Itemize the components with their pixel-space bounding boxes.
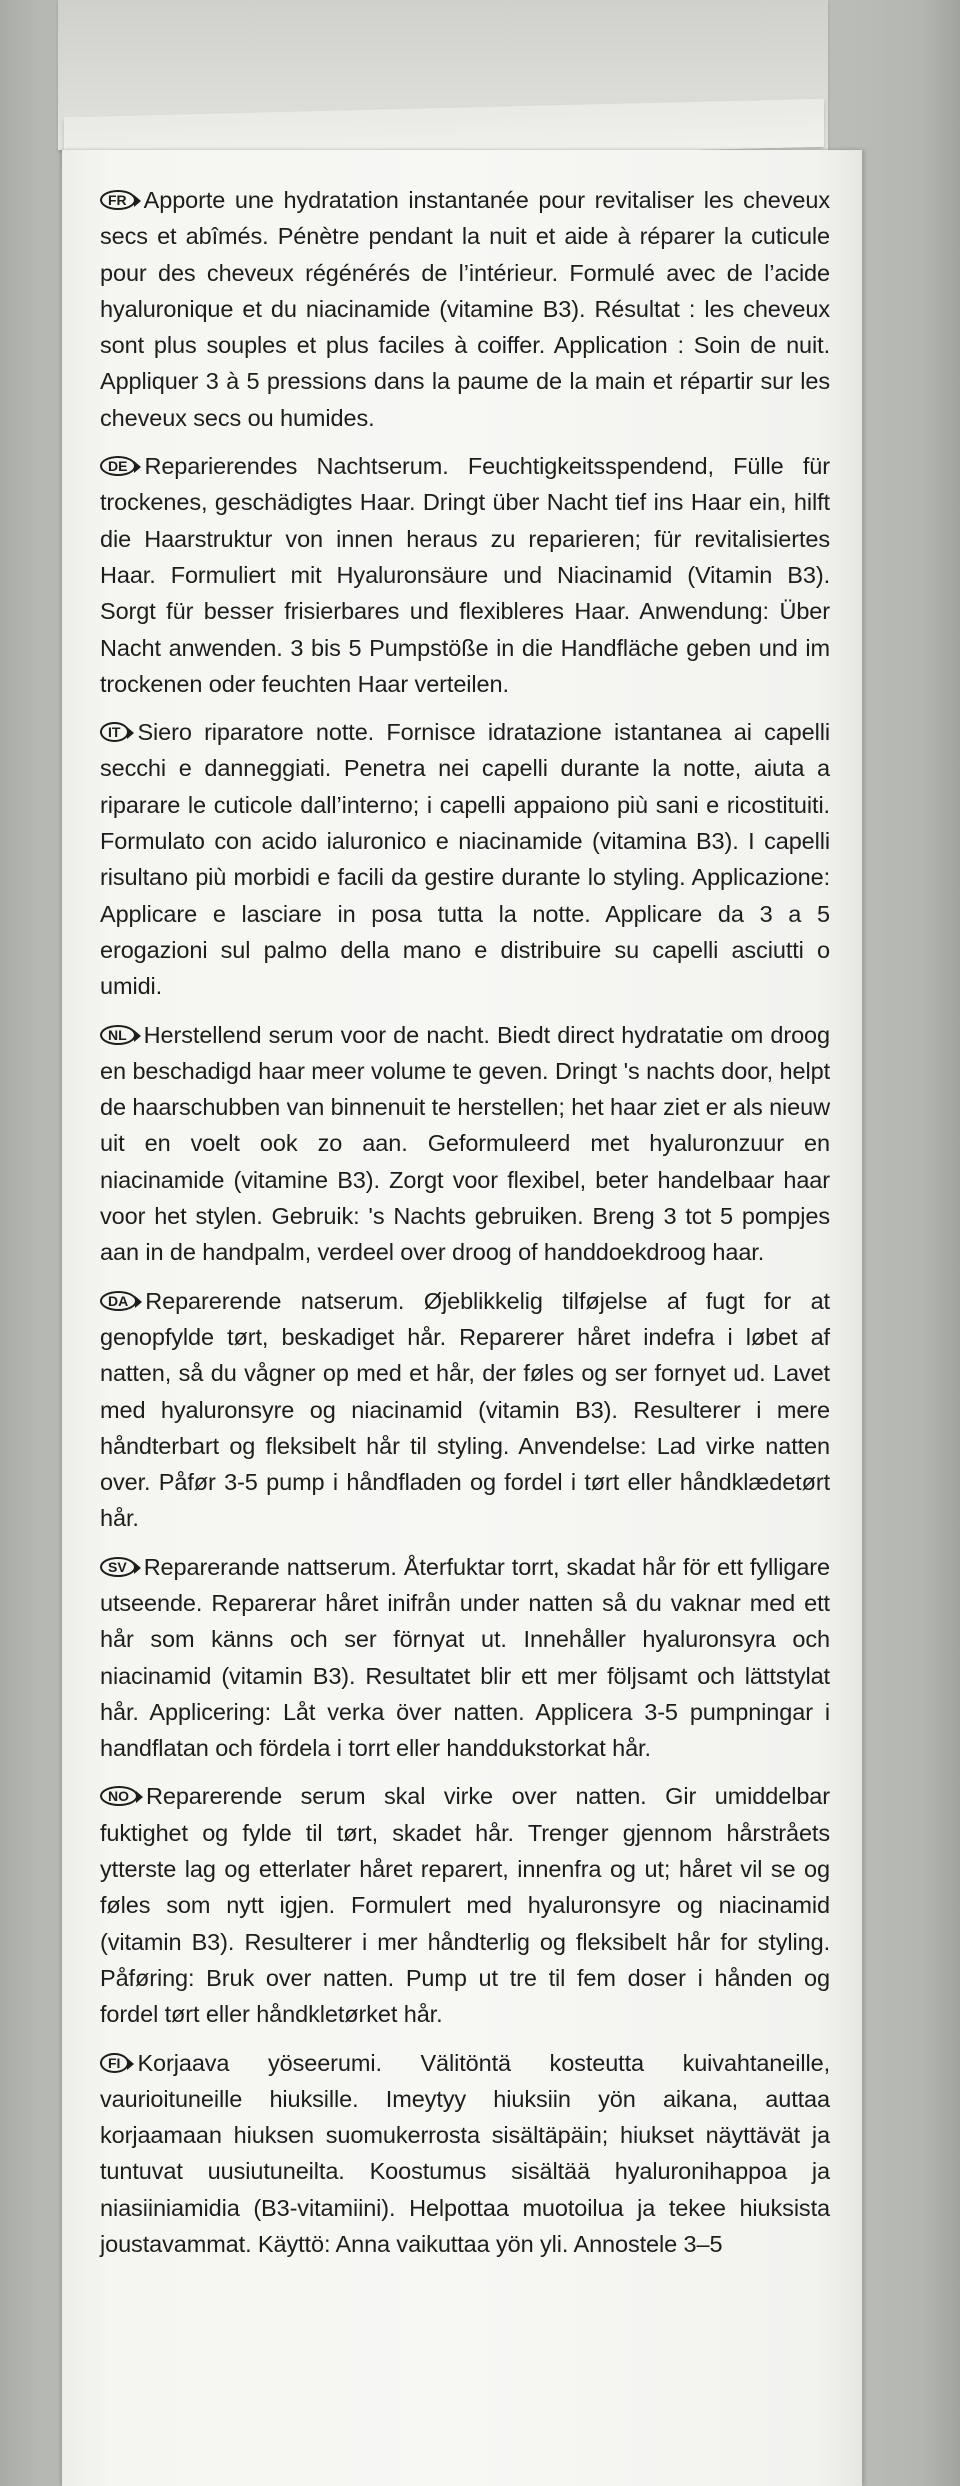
paragraph-text-da: Reparerende natserum. Øjeblikkelig tilføjelse af fugt for at genopfylde tørt, beskadiget hår. Reparerer håret indefra i løbet af natten, så du vågner op med et hår, der føles og ser fornyet ud. Lavet med hyaluronsyre og niacinamid (vitamin B3). Resulterer i mere håndterbart og fleksibelt hår til styling. Anvendelse: Lad virke natten over. Påfør 3-5 pump i håndfladen og fordel i tørt eller håndklædetørt hår.	[100, 1287, 830, 1532]
paragraph-da	[100, 1283, 830, 1537]
paragraph-text-it: Siero riparatore notte. Fornisce idratazione istantanea ai capelli secchi e danneggiati. Penetra nei capelli durante la notte, aiuta a riparare le cuticole dall’interno; i capelli appaiono più sani e ricostituiti. Formulato con acido ialuronico e niacinamide (vitamina B3). I capelli risultano più morbidi e facili da gestire durante lo styling. Applicazione: Applicare e lasciare in posa tutta la notte. Applicare da 3 a 5 erogazioni sul palmo della mano e distribuire su capelli asciutti o umidi.	[100, 719, 830, 1000]
paragraph-fi	[100, 2045, 830, 2263]
paragraph-text-de: Reparierendes Nachtserum. Feuchtigkeitsspendend, Fülle für trockenes, geschädigtes Haar. Dringt über Nacht tief ins Haar ein, hilft die Haarstruktur von innen heraus zu reparieren; für revitalisiertes Haar. Formuliert mit Hyaluronsäure und Niacinamid (Vitamin B3). Sorgt für besser frisierbares und flexibleres Haar. Anwendung: Über Nacht anwenden. 3 bis 5 Pumpstöße in die Handfläche geben und im trockenen oder feuchten Haar verteilen.	[100, 453, 830, 697]
paragraph-fr	[100, 182, 830, 436]
paragraph-text-sv: Reparerande nattserum. Återfuktar torrt, skadat hår för ett fylligare utseende. Reparerar håret inifrån under natten så du vaknar med ett hår som känns och ser förnyat ut. Innehåller hyaluronsyra och niacinamid (vitamin B3). Resultatet blir ett mer följsamt och lättstylat hår. Applicering: Låt verka över natten. Applicera 3-5 pumpningar i handflatan och fördela i torrt eller handdukstorkat hår.	[100, 1553, 830, 1762]
paragraph-text-fi: Korjaava yöseerumi. Välitöntä kosteutta kuivahtaneille, vaurioituneille hiuksille. Imeytyy hiuksiin yön aikana, auttaa korjaamaan hiuksen suomukerrosta sisältäpäin; hiukset näyttävät ja tuntuvat uusiutuneilta. Koostumus sisältää hyaluronihappoa ja niasiiniamidia (B3-vitamiini). Helpottaa muotoilua ja tekee hiuksista joustavammat. Käyttö: Anna vaikuttaa yön yli. Annostele 3–5	[100, 2049, 830, 2258]
language-badge-fr: FR	[100, 190, 136, 210]
paragraph-no	[100, 1778, 830, 2032]
multilingual-text-column	[100, 182, 830, 2274]
language-badge-fi: FI	[100, 2053, 129, 2073]
language-badge-no: NO	[100, 1786, 138, 1806]
background-shadow	[862, 0, 960, 2486]
language-badge-nl: NL	[100, 1025, 136, 1045]
paragraph-text-no: Reparerende serum skal virke over natten. Gir umiddelbar fuktighet og fylde til tørt, skadet hår. Trenger gjennom hårstråets ytterste lag og etterlater håret reparert, innenfra og ut; håret vil se og føles som nytt igjen. Formulert med hyaluronsyre og niacinamid (vitamin B3). Resulterer i mer håndterlig og fleksibelt hår for styling. Påføring: Bruk over natten. Pump ut tre til fem doser i hånden og fordel tørt eller håndkletørket hår.	[100, 1783, 830, 2028]
language-badge-da: DA	[100, 1291, 137, 1311]
paragraph-de	[100, 448, 830, 702]
paragraph-text-nl: Herstellend serum voor de nacht. Biedt direct hydratatie om droog en beschadigd haar meer volume te geven. Dringt 's nachts door, helpt de haarschubben van binnenuit te herstellen; het haar ziet er als nieuw uit en voelt ook zo aan. Geformuleerd met hyaluronzuur en niacinamide (vitamine B3). Zorgt voor flexibel, beter handelbaar haar voor het stylen. Gebruik: 's Nachts gebruiken. Breng 3 tot 5 pompjes aan in de handpalm, verdeel over droog of handdoekdroog haar.	[100, 1021, 830, 1266]
paragraph-nl	[100, 1017, 830, 1271]
language-badge-sv: SV	[100, 1557, 136, 1577]
paragraph-it	[100, 714, 830, 1004]
language-badge-de: DE	[100, 456, 136, 476]
language-badge-it: IT	[100, 722, 129, 742]
paragraph-sv	[100, 1549, 830, 1767]
paragraph-text-fr: Apporte une hydratation instantanée pour revitaliser les cheveux secs et abîmés. Pénètre pendant la nuit et aide à réparer la cuticule pour des cheveux régénérés de l’intérieur. Formulé avec de l’acide hyaluronique et du niacinamide (vitamine B3). Résultat : les cheveux sont plus souples et plus faciles à coiffer. Application : Soin de nuit. Appliquer 3 à 5 pressions dans la paume de la main et répartir sur les cheveux secs ou humides.	[100, 187, 830, 431]
